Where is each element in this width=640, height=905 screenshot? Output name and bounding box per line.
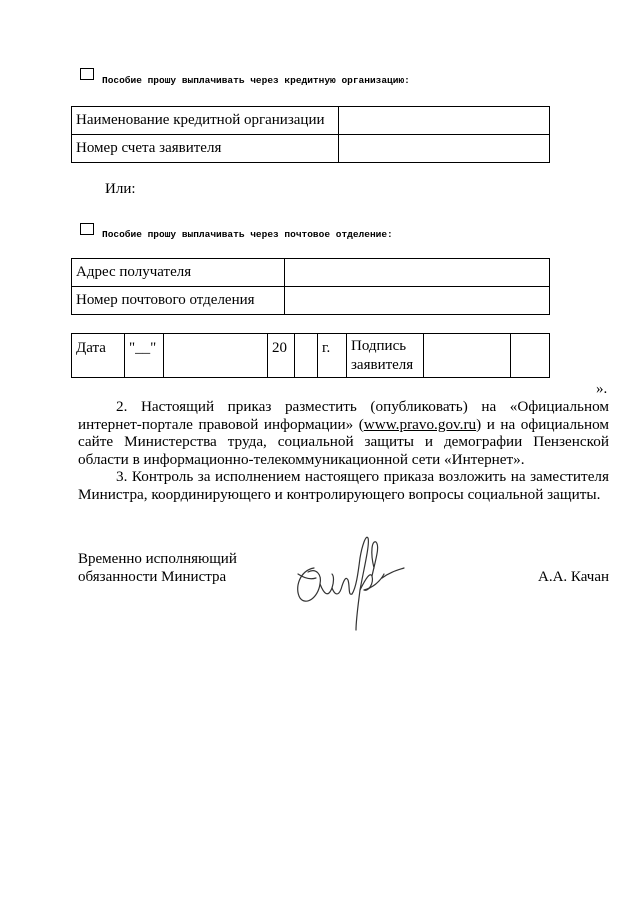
date-year-suffix: г. [318,334,347,378]
date-month-field[interactable] [164,334,268,378]
signatory-name: А.А. Качан [538,569,610,585]
recipient-address-label: Адрес получателя [72,259,285,287]
signature-field-2[interactable] [511,334,550,378]
recipient-address-field[interactable] [285,259,550,287]
post-details-table [71,258,550,315]
date-century: 20 [268,334,295,378]
post-payment-label: Пособие прошу выплачивать через почтовое отделение: [102,229,393,240]
bank-payment-label: Пособие прошу выплачивать через кредитную организацию: [102,75,410,86]
paragraph-3: 3. Контроль за исполнением настоящего приказа возложить на заместителя Министра, координирующего и контролирующего вопросы социальной защиты. [78,468,609,503]
position-title-line-2: обязанности Министра [78,569,227,585]
paragraph-2-text-end: ) и на официальном сайте Министерства труда, социальной защиты и демографии Пензенской области в информационно-телекоммуникационной сети «Интернет». [78,415,609,468]
closing-quote: ». [596,381,608,397]
bank-name-field[interactable] [339,107,550,135]
post-payment-checkbox[interactable] [80,223,94,235]
date-year-field[interactable] [295,334,318,378]
account-number-label: Номер счета заявителя [72,135,339,163]
date-day-field[interactable]: "__" [125,334,164,378]
signature-label: Подпись заявителя [347,334,424,378]
paragraph-2-text-start: 2. Настоящий приказ разместить (опубликовать) на «Официальном интернет-портале правовой информации» ( [78,398,609,433]
bank-payment-checkbox[interactable] [80,68,94,80]
handwritten-signature [286,528,416,638]
bank-details-table [71,106,550,163]
pravo-link[interactable]: www.pravo.gov.ru [363,415,477,433]
position-title-line-1: Временно исполняющий [78,551,237,567]
paragraph-2 [78,398,609,468]
or-text: Или: [105,181,136,197]
date-label: Дата [72,334,125,378]
post-office-number-label: Номер почтового отделения [72,287,285,315]
post-office-number-field[interactable] [285,287,550,315]
date-signature-table [71,333,550,378]
account-number-field[interactable] [339,135,550,163]
bank-name-label: Наименование кредитной организации [72,107,339,135]
signature-field-1[interactable] [424,334,511,378]
